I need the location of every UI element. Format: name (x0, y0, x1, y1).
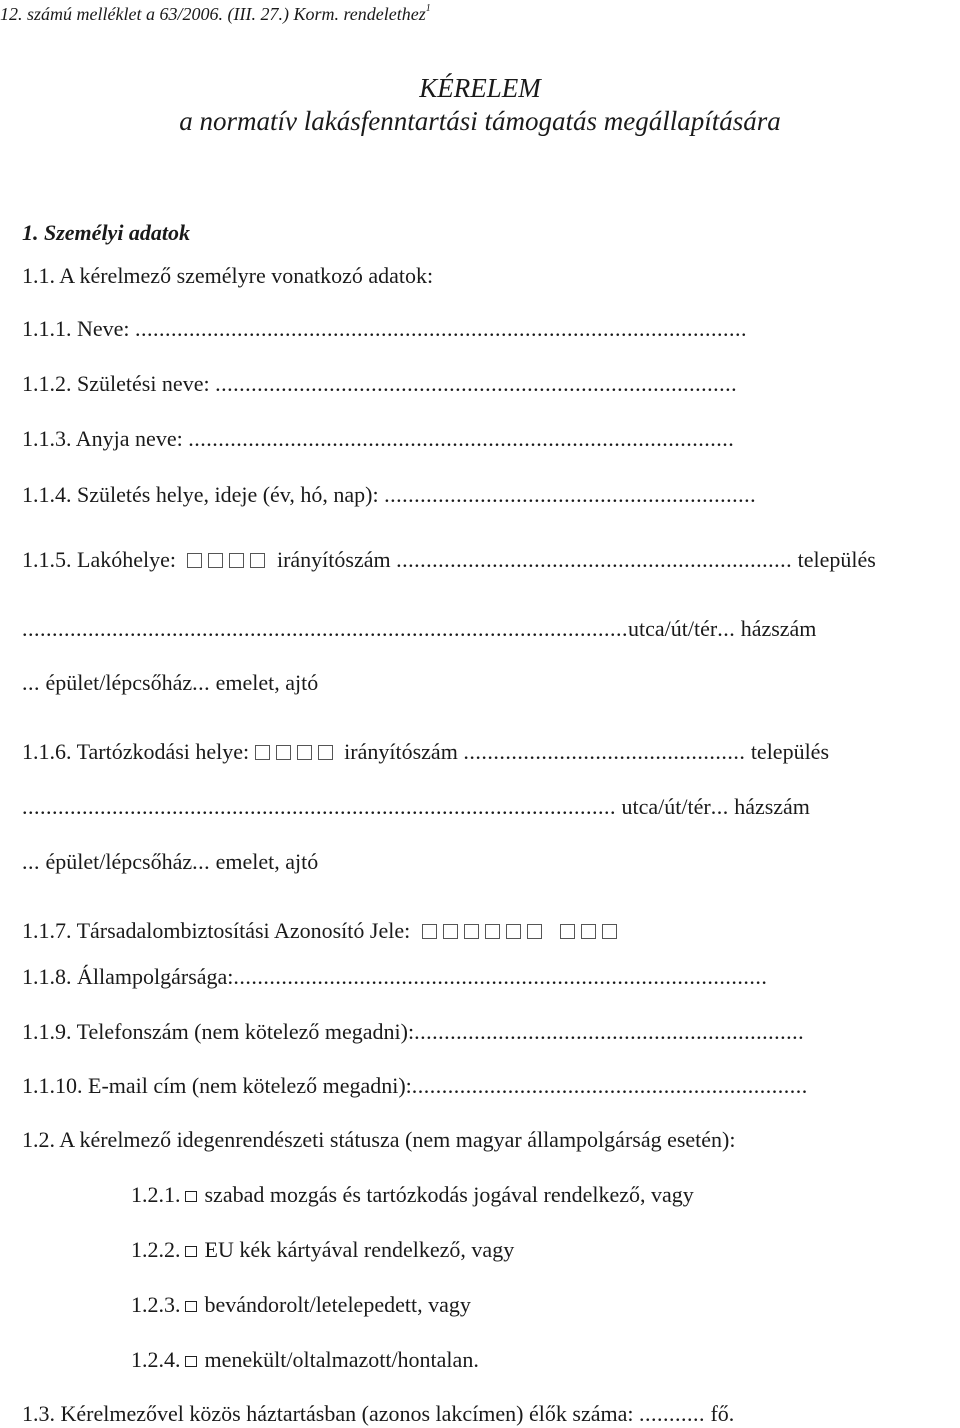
status-option-4-number: 1.2.4. (131, 1347, 181, 1372)
name-field[interactable] (22, 318, 747, 340)
status-option-4-label: menekült/oltalmazott/hontalan. (204, 1347, 479, 1372)
mother-name-label: 1.1.3. Anyja neve: (22, 426, 183, 451)
applicant-data-heading: 1.1. A kérelmező személyre vonatkozó adatok: (22, 263, 434, 288)
form-subtitle: a normatív lakásfenntartási támogatás megállapítására (179, 106, 781, 136)
status-option-3[interactable] (131, 1294, 471, 1316)
email-field[interactable] (22, 1075, 808, 1097)
status-option-4-checkbox[interactable] (185, 1356, 197, 1367)
household-members-fill-line[interactable]: ........... (638, 1401, 705, 1426)
stay-street-fill-line[interactable]: ... (710, 794, 729, 819)
residence-street-label: utca/út/tér (628, 616, 718, 641)
form-title: KÉRELEM (419, 73, 541, 103)
section-personal-data-heading: 1. Személyi adatok (22, 220, 191, 245)
social-security-id-label: 1.1.7. Társadalombiztosítási Azonosító Jele: (22, 918, 411, 943)
status-option-4[interactable] (131, 1349, 479, 1371)
stay-zip-boxes[interactable] (255, 739, 339, 764)
stay-house-label: házszám (734, 794, 810, 819)
annex-header (0, 4, 431, 23)
birth-name-label: 1.1.2. Születési neve: (22, 371, 210, 396)
phone-label: 1.1.9. Telefonszám (nem kötelező megadni): (22, 1019, 415, 1044)
residence-house-fill-line[interactable]: ... (22, 670, 40, 695)
immigration-status-heading: 1.2. A kérelmező idegenrendészeti státusza (nem magyar állampolgárság esetén): (22, 1127, 736, 1152)
household-members-unit: fő. (710, 1401, 735, 1426)
birth-name-fill-line[interactable]: ....................................................................................... (215, 371, 738, 396)
citizenship-label: 1.1.8. Állampolgársága: (22, 964, 234, 989)
phone-field[interactable] (22, 1021, 804, 1043)
email-label: 1.1.10. E-mail cím (nem kötelező megadni): (22, 1073, 412, 1098)
residence-zip-boxes[interactable] (187, 547, 271, 572)
stay-zip-fill-line[interactable]: ............................................... (463, 739, 746, 764)
status-option-1-number: 1.2.1. (131, 1182, 181, 1207)
residence-field-row3 (22, 672, 318, 694)
residence-field-row2 (22, 618, 816, 640)
stay-floor-label: emelet, ajtó (215, 849, 319, 874)
name-fill-line[interactable]: ...................................................................................................... (135, 316, 748, 341)
birth-place-date-field[interactable] (22, 484, 756, 506)
status-option-2-number: 1.2.2. (131, 1237, 181, 1262)
status-option-1-checkbox[interactable] (185, 1191, 197, 1202)
residence-label: 1.1.5. Lakóhelye: (22, 547, 176, 572)
status-option-2-label: EU kék kártyával rendelkező, vagy (204, 1237, 515, 1262)
name-label: 1.1.1. Neve: (22, 316, 130, 341)
social-security-id-field (22, 920, 623, 942)
stay-label: 1.1.6. Tartózkodási helye: (22, 739, 250, 764)
stay-street-label: utca/út/tér (621, 794, 711, 819)
household-members-field[interactable] (22, 1403, 734, 1425)
mother-name-field[interactable] (22, 428, 734, 450)
status-option-3-checkbox[interactable] (185, 1301, 197, 1312)
annex-header-text: 12. számú melléklet a 63/2006. (III. 27.) Korm. rendelethez (0, 4, 426, 24)
stay-zip-label: irányítószám (344, 739, 458, 764)
residence-house-label: házszám (740, 616, 817, 641)
stay-field-row1 (22, 741, 829, 763)
residence-city-fill-line[interactable]: ..................................................................................................... (22, 616, 628, 641)
status-option-2-checkbox[interactable] (185, 1246, 197, 1257)
residence-building-label: épület/lépcsőház (45, 670, 193, 695)
stay-house-fill-line[interactable]: ... (22, 849, 40, 874)
status-option-3-label: bevándorolt/letelepedett, vagy (204, 1292, 471, 1317)
footnote-marker: 1 (425, 3, 431, 14)
residence-city-label: település (797, 547, 876, 572)
birth-place-date-fill-line[interactable]: .............................................................. (384, 482, 757, 507)
residence-building-fill-line[interactable]: ... (192, 670, 211, 695)
residence-zip-fill-line[interactable]: .................................................................. (396, 547, 793, 572)
citizenship-field[interactable] (22, 966, 767, 988)
status-option-3-number: 1.2.3. (131, 1292, 181, 1317)
stay-building-fill-line[interactable]: ... (192, 849, 211, 874)
stay-field-row3 (22, 851, 318, 873)
stay-building-label: épület/lépcsőház (45, 849, 193, 874)
residence-field-row1 (22, 549, 876, 571)
birth-name-field[interactable] (22, 373, 737, 395)
status-option-2[interactable] (131, 1239, 514, 1261)
residence-street-fill-line[interactable]: ... (717, 616, 736, 641)
phone-fill-line[interactable]: ................................................................. (414, 1019, 805, 1044)
birth-place-date-label: 1.1.4. Születés helye, ideje (év, hó, nap): (22, 482, 379, 507)
stay-city-label: település (750, 739, 830, 764)
stay-field-row2 (22, 796, 810, 818)
stay-city-fill-line[interactable]: ................................................................................................... (22, 794, 616, 819)
residence-floor-label: emelet, ajtó (215, 670, 319, 695)
social-security-id-boxes[interactable] (422, 918, 623, 943)
status-option-1-label: szabad mozgás és tartózkodás jogával rendelkező, vagy (204, 1182, 694, 1207)
mother-name-fill-line[interactable]: ........................................................................................... (188, 426, 735, 451)
status-option-1[interactable] (131, 1184, 694, 1206)
residence-zip-label: irányítószám (276, 547, 391, 572)
household-members-label: 1.3. Kérelmezővel közös háztartásban (azonos lakcímen) élők száma: (22, 1401, 634, 1426)
citizenship-fill-line[interactable]: ......................................................................................... (233, 964, 768, 989)
email-fill-line[interactable]: .................................................................. (411, 1073, 808, 1098)
